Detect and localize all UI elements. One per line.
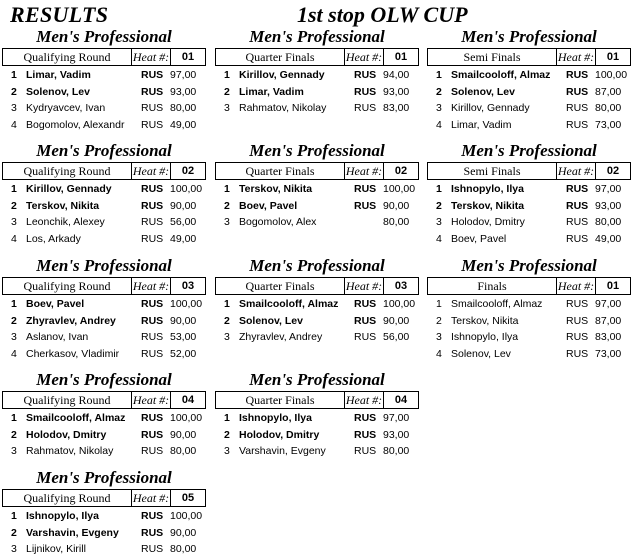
heat-result-block xyxy=(2,141,206,247)
athlete-name: Aslanov, Ivan xyxy=(26,331,89,343)
heat-header xyxy=(215,48,419,66)
athlete-name: Varshavin, Evgeny xyxy=(239,445,326,457)
country: RUS xyxy=(354,102,377,114)
athlete-name: Leonchik, Alexey xyxy=(26,216,105,228)
score: 97,00 xyxy=(383,412,410,424)
heat-number: 05 xyxy=(170,490,205,506)
country: RUS xyxy=(141,298,164,310)
score: 94,00 xyxy=(383,69,410,81)
position: 1 xyxy=(436,183,442,195)
heat-result-block xyxy=(427,256,631,362)
country: RUS xyxy=(566,314,589,327)
heat-result-block xyxy=(2,256,206,362)
score: 93,00 xyxy=(170,85,197,98)
heat-header xyxy=(2,489,206,507)
score: 90,00 xyxy=(170,428,197,441)
athlete-name: Boev, Pavel xyxy=(239,199,298,212)
heat-label: Heat #: xyxy=(132,393,170,407)
block-title: Men's Professional xyxy=(36,256,172,275)
country: RUS xyxy=(141,526,164,539)
result-row xyxy=(215,181,419,198)
position: 3 xyxy=(11,216,17,228)
score: 52,00 xyxy=(170,347,197,360)
athlete-name: Kirillov, Gennady xyxy=(451,102,530,114)
result-row xyxy=(2,427,206,444)
country: RUS xyxy=(354,85,377,98)
result-row xyxy=(215,329,419,346)
position: 1 xyxy=(224,412,230,424)
round-name: Qualifying Round xyxy=(3,392,132,408)
round-name: Semi Finals xyxy=(428,49,557,65)
heat-result-block xyxy=(2,27,206,133)
athlete-name: Smailcooloff, Almaz xyxy=(451,298,543,310)
result-row xyxy=(215,214,419,231)
block-title: Men's Professional xyxy=(249,141,385,160)
heat-label: Heat #: xyxy=(557,279,595,293)
result-row xyxy=(2,443,206,460)
athlete-name: Zhyravlev, Andrey xyxy=(26,314,116,327)
heat-header xyxy=(215,162,419,180)
score: 100,00 xyxy=(170,183,203,195)
position: 1 xyxy=(11,69,17,81)
country: RUS xyxy=(354,412,377,424)
block-title: Men's Professional xyxy=(461,256,597,275)
athlete-name: Limar, Vadim xyxy=(451,118,512,131)
country: RUS xyxy=(566,347,589,360)
result-row xyxy=(2,100,206,117)
position: 3 xyxy=(224,102,230,114)
position: 4 xyxy=(436,118,442,131)
heat-number: 04 xyxy=(383,392,418,408)
result-row xyxy=(2,117,206,134)
position: 2 xyxy=(224,199,230,212)
athlete-name: Ishnopylo, Ilya xyxy=(26,510,99,522)
heat-number: 03 xyxy=(170,278,205,294)
position: 1 xyxy=(11,510,17,522)
country: RUS xyxy=(566,331,589,343)
athlete-name: Lijnikov, Kirill xyxy=(26,543,86,555)
round-name: Qualifying Round xyxy=(3,49,132,65)
result-row xyxy=(2,181,206,198)
country: RUS xyxy=(141,331,164,343)
athlete-name: Cherkasov, Vladimir xyxy=(26,347,120,360)
heat-number: 01 xyxy=(170,49,205,65)
result-row xyxy=(2,313,206,330)
result-row xyxy=(215,84,419,101)
result-row xyxy=(215,67,419,84)
score: 90,00 xyxy=(170,199,197,212)
athlete-name: Limar, Vadim xyxy=(239,85,304,98)
position: 2 xyxy=(11,314,17,327)
country: RUS xyxy=(354,445,377,457)
round-name: Finals xyxy=(428,278,557,294)
score: 56,00 xyxy=(383,331,410,343)
result-row xyxy=(2,410,206,427)
result-row xyxy=(2,541,206,558)
result-row xyxy=(2,329,206,346)
result-row xyxy=(2,84,206,101)
country: RUS xyxy=(566,298,589,310)
athlete-name: Smailcooloff, Almaz xyxy=(26,412,126,424)
heat-number: 02 xyxy=(595,163,630,179)
score: 100,00 xyxy=(383,183,416,195)
block-title: Men's Professional xyxy=(461,141,597,160)
country: RUS xyxy=(566,102,589,114)
position: 4 xyxy=(11,347,17,360)
score: 80,00 xyxy=(595,216,622,228)
athlete-name: Zhyravlev, Andrey xyxy=(239,331,323,343)
position: 2 xyxy=(224,314,230,327)
position: 3 xyxy=(436,102,442,114)
position: 1 xyxy=(11,298,17,310)
score: 97,00 xyxy=(595,183,622,195)
score: 56,00 xyxy=(170,216,197,228)
country: RUS xyxy=(566,216,589,228)
heat-result-block xyxy=(215,256,419,346)
country: RUS xyxy=(354,298,377,310)
position: 3 xyxy=(224,216,230,228)
country: RUS xyxy=(141,216,164,228)
result-row xyxy=(427,329,631,346)
athlete-name: Holodov, Dmitry xyxy=(239,428,320,441)
heat-number: 04 xyxy=(170,392,205,408)
position: 1 xyxy=(11,412,17,424)
result-row xyxy=(215,296,419,313)
country: RUS xyxy=(354,183,377,195)
round-name: Quarter Finals xyxy=(216,392,345,408)
position: 1 xyxy=(436,69,442,81)
country: RUS xyxy=(141,314,164,327)
position: 1 xyxy=(224,298,230,310)
position: 3 xyxy=(11,543,17,555)
heat-header xyxy=(427,162,631,180)
heat-header xyxy=(215,277,419,295)
heat-result-block xyxy=(2,370,206,460)
heat-result-block xyxy=(215,27,419,117)
heat-number: 01 xyxy=(383,49,418,65)
block-title: Men's Professional xyxy=(249,370,385,389)
position: 2 xyxy=(11,526,17,539)
score: 90,00 xyxy=(383,199,410,212)
result-row xyxy=(2,198,206,215)
score: 87,00 xyxy=(595,314,622,327)
country: RUS xyxy=(354,314,377,327)
score: 49,00 xyxy=(170,118,197,131)
position: 2 xyxy=(224,428,230,441)
position: 3 xyxy=(11,331,17,343)
block-title: Men's Professional xyxy=(249,27,385,46)
score: 49,00 xyxy=(170,232,197,245)
score: 100,00 xyxy=(383,298,416,310)
country: RUS xyxy=(566,85,589,98)
country: RUS xyxy=(354,331,377,343)
athlete-name: Bogomolov, Alexandr xyxy=(26,118,125,131)
athlete-name: Terskov, Nikita xyxy=(26,199,100,212)
heat-header xyxy=(2,277,206,295)
heat-result-block xyxy=(215,370,419,460)
position: 2 xyxy=(436,314,442,327)
result-row xyxy=(215,427,419,444)
result-row xyxy=(2,508,206,525)
athlete-name: Solenov, Lev xyxy=(239,314,303,327)
result-row xyxy=(427,296,631,313)
result-row xyxy=(427,198,631,215)
heat-label: Heat #: xyxy=(132,491,170,505)
position: 2 xyxy=(436,199,442,212)
country: RUS xyxy=(141,445,164,457)
country: RUS xyxy=(566,199,589,212)
score: 80,00 xyxy=(170,102,197,114)
heat-result-block xyxy=(427,27,631,133)
score: 93,00 xyxy=(383,85,410,98)
position: 2 xyxy=(11,428,17,441)
heat-header xyxy=(215,391,419,409)
result-row xyxy=(2,67,206,84)
event-title: 1st stop OLW CUP xyxy=(297,2,468,27)
score: 93,00 xyxy=(595,199,622,212)
athlete-name: Los, Arkady xyxy=(26,232,81,245)
heat-number: 01 xyxy=(595,49,630,65)
country: RUS xyxy=(354,428,377,441)
athlete-name: Terskov, Nikita xyxy=(451,199,525,212)
score: 53,00 xyxy=(170,331,197,343)
heat-label: Heat #: xyxy=(345,164,383,178)
position: 1 xyxy=(11,183,17,195)
score: 90,00 xyxy=(170,314,197,327)
heat-label: Heat #: xyxy=(557,50,595,64)
athlete-name: Ishnopylo, Ilya xyxy=(451,183,524,195)
round-name: Qualifying Round xyxy=(3,163,132,179)
result-row xyxy=(2,231,206,248)
heat-number: 03 xyxy=(383,278,418,294)
position: 4 xyxy=(11,118,17,131)
position: 3 xyxy=(436,331,442,343)
country: RUS xyxy=(141,199,164,212)
athlete-name: Rahmatov, Nikolay xyxy=(26,445,114,457)
position: 2 xyxy=(436,85,442,98)
athlete-name: Solenov, Lev xyxy=(26,85,90,98)
athlete-name: Ishnopylo, Ilya xyxy=(451,331,519,343)
score: 73,00 xyxy=(595,347,622,360)
athlete-name: Varshavin, Evgeny xyxy=(26,526,119,539)
athlete-name: Holodov, Dmitry xyxy=(451,216,525,228)
result-row xyxy=(427,67,631,84)
position: 3 xyxy=(224,445,230,457)
score: 83,00 xyxy=(595,331,622,343)
result-row xyxy=(2,346,206,363)
score: 80,00 xyxy=(170,445,197,457)
heat-header xyxy=(2,391,206,409)
heat-label: Heat #: xyxy=(132,164,170,178)
block-title: Men's Professional xyxy=(36,370,172,389)
country: RUS xyxy=(141,85,164,98)
athlete-name: Smailcooloff, Almaz xyxy=(451,69,551,81)
position: 3 xyxy=(11,445,17,457)
athlete-name: Solenov, Lev xyxy=(451,347,511,360)
result-row xyxy=(215,198,419,215)
country: RUS xyxy=(141,118,164,131)
heat-label: Heat #: xyxy=(345,393,383,407)
round-name: Semi Finals xyxy=(428,163,557,179)
position: 1 xyxy=(224,69,230,81)
result-row xyxy=(427,84,631,101)
position: 4 xyxy=(11,232,17,245)
score: 93,00 xyxy=(383,428,410,441)
heat-label: Heat #: xyxy=(132,50,170,64)
result-row xyxy=(427,346,631,363)
result-row xyxy=(427,313,631,330)
athlete-name: Limar, Vadim xyxy=(26,69,91,81)
heat-number: 01 xyxy=(595,278,630,294)
result-row xyxy=(2,296,206,313)
position: 2 xyxy=(11,199,17,212)
country: RUS xyxy=(141,543,164,555)
athlete-name: Holodov, Dmitry xyxy=(26,428,107,441)
score: 80,00 xyxy=(595,102,622,114)
block-title: Men's Professional xyxy=(461,27,597,46)
country: RUS xyxy=(141,412,164,424)
athlete-name: Smailcooloff, Almaz xyxy=(239,298,339,310)
athlete-name: Terskov, Nikita xyxy=(239,183,313,195)
heat-number: 02 xyxy=(170,163,205,179)
result-row xyxy=(427,231,631,248)
result-row xyxy=(215,313,419,330)
heat-result-block xyxy=(215,141,419,231)
athlete-name: Kirillov, Gennady xyxy=(26,183,112,195)
country: RUS xyxy=(141,428,164,441)
score: 80,00 xyxy=(383,445,410,457)
heat-label: Heat #: xyxy=(345,279,383,293)
block-title: Men's Professional xyxy=(36,468,172,487)
score: 97,00 xyxy=(170,69,197,81)
score: 80,00 xyxy=(383,216,410,228)
heat-header xyxy=(427,277,631,295)
score: 87,00 xyxy=(595,85,622,98)
athlete-name: Boev, Pavel xyxy=(26,298,85,310)
country: RUS xyxy=(141,347,164,360)
heat-header xyxy=(2,162,206,180)
heat-label: Heat #: xyxy=(345,50,383,64)
position: 3 xyxy=(436,216,442,228)
score: 100,00 xyxy=(170,510,203,522)
score: 90,00 xyxy=(383,314,410,327)
heat-header xyxy=(2,48,206,66)
score: 80,00 xyxy=(170,543,197,555)
position: 3 xyxy=(224,331,230,343)
result-row xyxy=(2,525,206,542)
country: RUS xyxy=(141,510,164,522)
score: 97,00 xyxy=(595,298,622,310)
round-name: Qualifying Round xyxy=(3,490,132,506)
position: 4 xyxy=(436,347,442,360)
athlete-name: Kydryavcev, Ivan xyxy=(26,102,106,114)
result-row xyxy=(427,214,631,231)
heat-label: Heat #: xyxy=(557,164,595,178)
country: RUS xyxy=(566,232,589,245)
position: 3 xyxy=(11,102,17,114)
country: RUS xyxy=(566,118,589,131)
result-row xyxy=(427,117,631,134)
score: 49,00 xyxy=(595,232,622,245)
score: 100,00 xyxy=(595,69,628,81)
athlete-name: Bogomolov, Alex xyxy=(239,216,317,228)
heat-result-block xyxy=(427,141,631,247)
page-title-results: RESULTS xyxy=(10,2,109,27)
block-title: Men's Professional xyxy=(249,256,385,275)
athlete-name: Terskov, Nikita xyxy=(451,314,519,327)
result-row xyxy=(427,100,631,117)
position: 4 xyxy=(436,232,442,245)
heat-number: 02 xyxy=(383,163,418,179)
country: RUS xyxy=(354,69,377,81)
result-row xyxy=(427,181,631,198)
round-name: Quarter Finals xyxy=(216,278,345,294)
country: RUS xyxy=(566,69,589,81)
score: 73,00 xyxy=(595,118,622,131)
result-row xyxy=(215,410,419,427)
result-row xyxy=(215,100,419,117)
block-title: Men's Professional xyxy=(36,141,172,160)
round-name: Quarter Finals xyxy=(216,163,345,179)
score: 83,00 xyxy=(383,102,410,114)
block-title: Men's Professional xyxy=(36,27,172,46)
score: 100,00 xyxy=(170,412,203,424)
position: 2 xyxy=(11,85,17,98)
result-row xyxy=(2,214,206,231)
position: 1 xyxy=(224,183,230,195)
score: 100,00 xyxy=(170,298,203,310)
position: 1 xyxy=(436,298,442,310)
heat-result-block xyxy=(2,468,206,558)
athlete-name: Kirillov, Gennady xyxy=(239,69,325,81)
athlete-name: Ishnopylo, Ilya xyxy=(239,412,312,424)
athlete-name: Solenov, Lev xyxy=(451,85,515,98)
country: RUS xyxy=(354,199,377,212)
country: RUS xyxy=(566,183,589,195)
round-name: Qualifying Round xyxy=(3,278,132,294)
position: 2 xyxy=(224,85,230,98)
country: RUS xyxy=(141,183,164,195)
round-name: Quarter Finals xyxy=(216,49,345,65)
heat-label: Heat #: xyxy=(132,279,170,293)
athlete-name: Rahmatov, Nikolay xyxy=(239,102,327,114)
country: RUS xyxy=(141,69,164,81)
country: RUS xyxy=(141,232,164,245)
athlete-name: Boev, Pavel xyxy=(451,232,507,245)
heat-header xyxy=(427,48,631,66)
result-row xyxy=(215,443,419,460)
score: 90,00 xyxy=(170,526,197,539)
country: RUS xyxy=(141,102,164,114)
